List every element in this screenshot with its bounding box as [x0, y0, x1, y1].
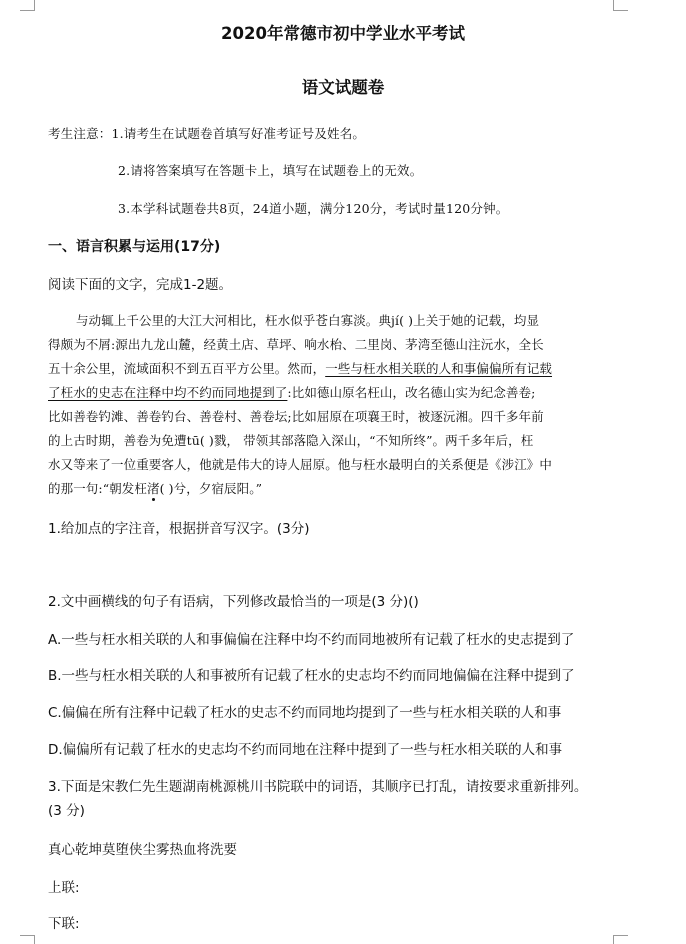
option-b: B.一些与枉水相关联的人和事被所有记载了枉水的史志均不约而同地偏偏在注释中提到了: [48, 668, 575, 684]
lower-couplet-label: 下联:: [48, 916, 80, 932]
crop-mark-bottom-left: [20, 935, 35, 944]
passage-line: [48, 383, 535, 401]
passage-line: 的上古时期，善卷为免遭tū( )戮， 带领其部落隐入深山，“不知所终”。两千多年后，枉: [48, 433, 534, 448]
question-2: 2.文中画横线的句子有语病，下列修改最恰当的一项是(3 分)(): [48, 594, 419, 610]
reading-instruction: 阅读下面的文字，完成1-2题。: [48, 277, 233, 293]
option-a: A.一些与枉水相关联的人和事偏偏在注释中均不约而同地被所有记载了枉水的史志提到了: [48, 632, 575, 648]
passage-text: 五十余公里，流域面积不到五百平方公里。然而，: [48, 361, 326, 376]
notice-line-2: 2.请将答案填写在答题卡上，填写在试题卷上的无效。: [118, 163, 423, 178]
passage-text: ( )兮，夕宿辰阳。”: [159, 481, 263, 496]
couplet-words: 真心乾坤莫堕侠尘雾热血将洗要: [48, 842, 237, 858]
underlined-sentence: 了枉水的史志在注释中均不约而同地提到了: [48, 385, 288, 400]
notice-line-1: 考生注意：1.请考生在试题卷首填写好准考证号及姓名。: [48, 126, 366, 141]
exam-title: 2020年常德市初中学业水平考试: [221, 24, 465, 43]
underlined-sentence: 一些与枉水相关联的人和事偏偏所有记载: [325, 361, 553, 376]
dotted-character: 渚: [147, 481, 160, 496]
passage-line: [48, 479, 262, 497]
passage-line: 得颇为不屑:源出九龙山麓，经黄土店、草坪、响水枱、二里岗、茅湾至德山注沅水，全长: [48, 337, 544, 352]
passage-line: 比如善卷钓滩、善卷钓台、善卷村、善卷坛;比如屈原在项襄王时，被逐沅湘。四千多年前: [48, 409, 544, 424]
question-3: 3.下面是宋教仁先生题湖南桃源桃川书院联中的词语，其顺序已打乱，请按要求重新排列。: [48, 779, 588, 795]
passage-text: 的那一句:“朝发枉: [48, 481, 148, 496]
question-3-score: (3 分): [48, 803, 85, 819]
notice-line-3: 3.本学科试题卷共8页，24道小题，满分120分，考试时量120分钟。: [118, 201, 509, 216]
crop-mark-bottom-right: [613, 935, 628, 944]
upper-couplet-label: 上联:: [48, 880, 80, 896]
crop-mark-top-left: [20, 0, 35, 11]
section-heading: 一、语言积累与运用(17分): [48, 239, 221, 255]
option-d: D.偏偏所有记载了枉水的史志均不约而同地在注释中提到了一些与枉水相关联的人和事: [48, 742, 563, 758]
passage-line: [48, 359, 552, 377]
exam-subtitle: 语文试题卷: [301, 78, 385, 97]
passage-line: 与动辄上千公里的大江大河相比，枉水似乎苍白寡淡。典jí( )上关于她的记载，均显: [76, 313, 540, 328]
passage-text: :比如德山原名枉山，改名德山实为纪念善卷;: [287, 385, 536, 400]
passage-line: 水又等来了一位重要客人，他就是伟大的诗人屈原。他与枉水最明白的关系便是《涉江》中: [48, 457, 553, 472]
option-c: C.偏偏在所有注释中记载了枉水的史志不约而同地均提到了一些与枉水相关联的人和事: [48, 705, 562, 721]
crop-mark-top-right: [613, 0, 628, 11]
question-1: 1.给加点的字注音，根据拼音写汉字。(3分): [48, 521, 310, 537]
